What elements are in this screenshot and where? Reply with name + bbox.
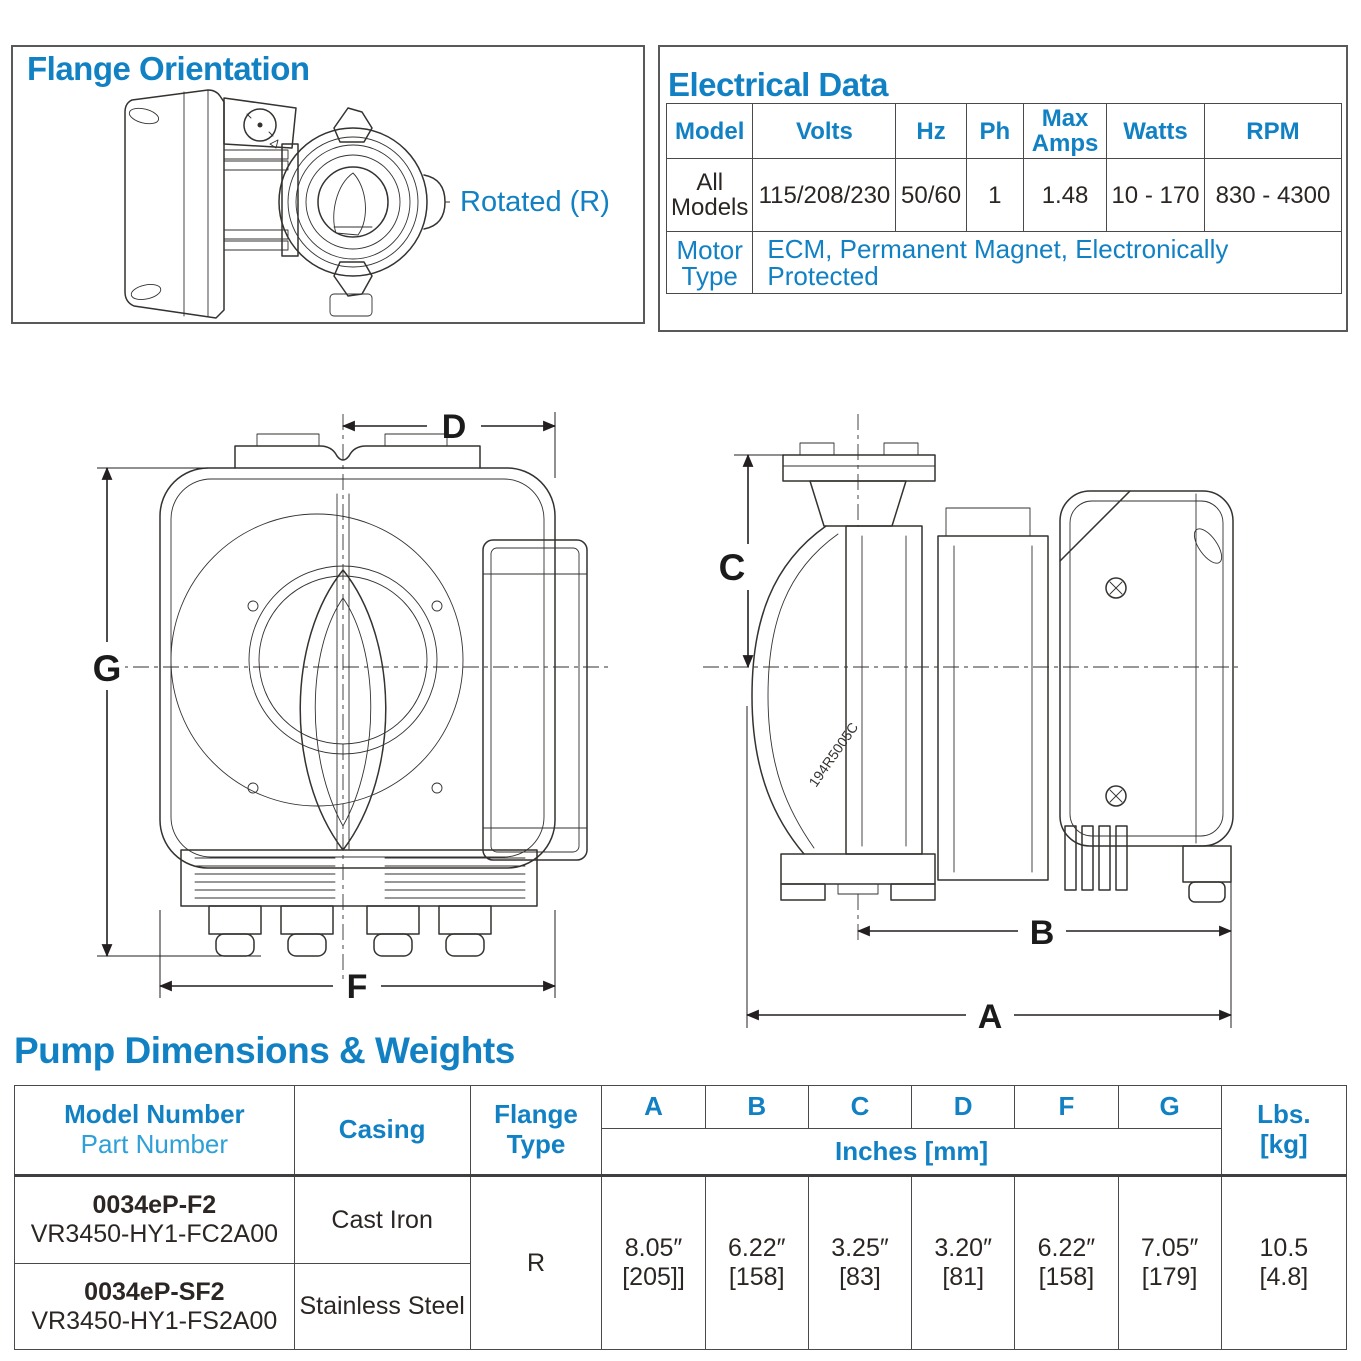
col-watts: Watts	[1107, 104, 1205, 159]
cell-rpm: 830 - 4300	[1204, 159, 1341, 232]
port-2	[281, 906, 333, 956]
dim-label-f: F	[346, 968, 368, 1006]
value-a	[602, 1176, 705, 1350]
volute-casing-side	[752, 526, 935, 900]
flange-face	[279, 108, 450, 316]
value-c-mm: [83]	[839, 1263, 881, 1291]
col-dim-a: A	[602, 1086, 705, 1129]
pump-front-body	[160, 434, 587, 956]
cell-hz: 50/60	[896, 159, 966, 232]
col-casing: Casing	[294, 1086, 470, 1176]
pump-iso-drawing	[125, 90, 450, 318]
part-1: VR3450-HY1-FC2A00	[30, 1220, 279, 1248]
motor-type-value: ECM, Permanent Magnet, Electronically Protected	[753, 232, 1342, 294]
motor-type-label: Motor Type	[667, 232, 753, 294]
screw-bottom	[1106, 786, 1126, 806]
flange-type-cell: R	[470, 1176, 602, 1350]
pump-front-view-drawing	[85, 398, 625, 1018]
port-3	[367, 906, 419, 956]
port-1	[209, 906, 261, 956]
dimension-F	[160, 910, 555, 1006]
value-f-mm: [158]	[1038, 1263, 1095, 1291]
col-dim-c: C	[808, 1086, 911, 1129]
electrical-data-table	[666, 103, 1342, 294]
col-dim-d: D	[912, 1086, 1015, 1129]
speed-dial	[224, 98, 296, 148]
flange-orientation-drawing	[120, 82, 450, 322]
port-4	[439, 906, 491, 956]
value-g	[1118, 1176, 1221, 1350]
connector-block-side	[938, 508, 1048, 880]
weight-header-line2: [kg]	[1260, 1129, 1308, 1159]
units-header: Inches [mm]	[602, 1129, 1221, 1176]
control-box-side	[1060, 491, 1233, 902]
control-box-front	[483, 540, 587, 860]
motor-type-row	[667, 232, 1342, 294]
dim-label-b: B	[1029, 914, 1055, 952]
value-b	[705, 1176, 808, 1350]
dimension-B	[858, 882, 1231, 952]
value-d-in: 3.20″	[934, 1234, 992, 1263]
value-g-in: 7.05″	[1140, 1234, 1199, 1263]
cell-ph: 1	[966, 159, 1023, 232]
col-hz: Hz	[896, 104, 966, 159]
col-max-amps: Max Amps	[1024, 104, 1107, 159]
flange-orientation-title: Flange Orientation	[27, 50, 310, 87]
model-1: 0034eP-F2	[92, 1191, 217, 1220]
col-rpm: RPM	[1204, 104, 1341, 159]
col-dim-f: F	[1015, 1086, 1118, 1129]
weight-header-line1: Lbs.	[1257, 1099, 1311, 1130]
value-a-in: 8.05″	[624, 1234, 683, 1263]
cell-max-amps: 1.48	[1024, 159, 1107, 232]
dimension-A	[747, 706, 1231, 1036]
col-dim-b: B	[705, 1086, 808, 1129]
dim-label-c: C	[718, 547, 746, 588]
col-volts: Volts	[753, 104, 896, 159]
col-model-number	[15, 1086, 295, 1176]
part-number-header: Part Number	[80, 1129, 229, 1159]
dim-label-g: G	[92, 648, 122, 689]
electrical-header-row	[667, 104, 1342, 159]
col-flange-type: Flange Type	[470, 1086, 602, 1176]
col-model: Model	[667, 104, 753, 159]
value-weight-kg: [4.8]	[1259, 1263, 1309, 1291]
value-f	[1015, 1176, 1118, 1350]
value-c	[808, 1176, 911, 1350]
model-2: 0034eP-SF2	[84, 1277, 225, 1306]
col-dim-g: G	[1118, 1086, 1221, 1129]
model-number-header: Model Number	[64, 1099, 245, 1130]
value-d	[912, 1176, 1015, 1350]
value-d-mm: [81]	[942, 1263, 985, 1291]
part-2: VR3450-HY1-FS2A00	[31, 1306, 278, 1335]
dim-label-d: D	[441, 408, 467, 446]
model-cell-1	[15, 1176, 295, 1264]
value-weight-lbs: 10.5	[1259, 1234, 1309, 1263]
value-b-mm: [158]	[728, 1263, 785, 1291]
pump-side-view-drawing	[688, 396, 1248, 1056]
top-flange-side	[783, 443, 935, 526]
casing-cell-1: Cast Iron	[294, 1176, 470, 1264]
part-code-label: 194R5005C	[805, 719, 862, 790]
pump-side-body	[752, 443, 1233, 902]
pump-dimensions-table	[14, 1085, 1347, 1350]
value-b-in: 6.22″	[727, 1234, 786, 1263]
screw-top	[1106, 578, 1126, 598]
electrical-data-title: Electrical Data	[668, 66, 888, 103]
cell-watts: 10 - 170	[1107, 159, 1205, 232]
value-c-in: 3.25″	[831, 1234, 889, 1263]
col-weight	[1221, 1086, 1346, 1176]
bottom-flange-front	[181, 850, 537, 956]
value-f-in: 6.22″	[1037, 1234, 1096, 1263]
dim-label-a: A	[977, 998, 1003, 1036]
dims-header-row-1	[15, 1086, 1347, 1129]
value-a-mm: [205]]	[622, 1263, 685, 1291]
mounting-bracket	[224, 144, 298, 256]
rotated-caption: Rotated (R)	[460, 186, 610, 218]
value-g-mm: [179]	[1141, 1263, 1198, 1291]
pump-dimensions-title: Pump Dimensions & Weights	[14, 1030, 515, 1071]
col-ph: Ph	[966, 104, 1023, 159]
model-cell-2	[15, 1264, 295, 1350]
casing-cell-2: Stainless Steel	[294, 1264, 470, 1350]
dimension-G	[89, 468, 261, 956]
electrical-values-row	[667, 159, 1342, 232]
value-weight	[1221, 1176, 1346, 1350]
cell-volts: 115/208/230	[753, 159, 896, 232]
cell-model: All Models	[667, 159, 753, 232]
dims-row-cast-iron	[15, 1176, 1347, 1264]
